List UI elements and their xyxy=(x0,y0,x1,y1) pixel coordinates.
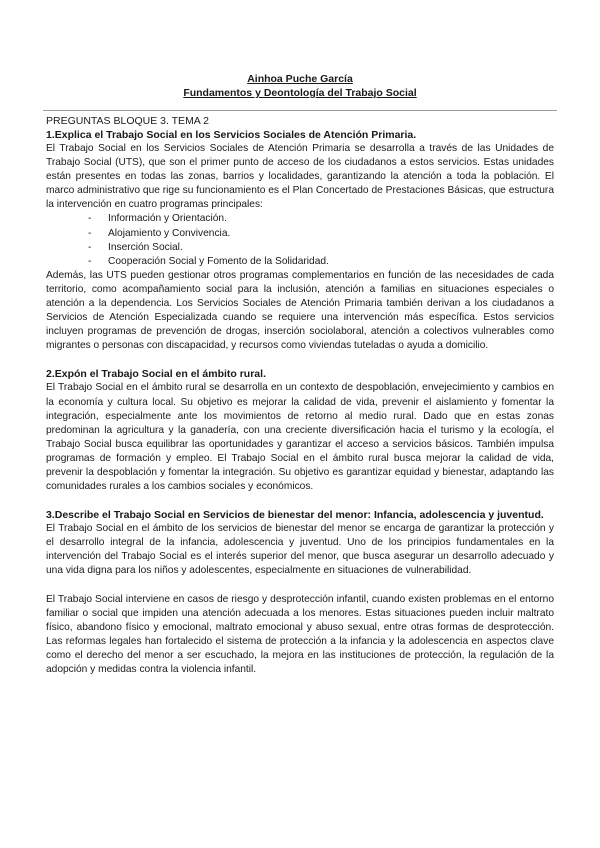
author-name: Ainhoa Puche García xyxy=(247,73,353,85)
programs-list xyxy=(46,212,554,268)
question-1-paragraph-2: Además, las UTS pueden gestionar otros programas complementarios en función de las necesidades de cada territorio, como acompañamiento social para la inclusión, atención a familias en situaciones especiales o atención a la dependencia. Los Servicios Sociales de Atención Primaria también derivan a los ciudadanos a Servicios de Atención Especializada cuando se requiere una intervención más específica. Estos servicios incluyen programas de prevención de drogas, inserción sociolaboral, atención a colectivos vulnerables como migrantes o personas con discapacidad, y recursos como viviendas tuteladas o ayuda a domicilio. xyxy=(46,269,554,352)
list-item: - Alojamiento y Convivencia. xyxy=(88,227,554,241)
question-3 xyxy=(46,508,554,677)
question-1-paragraph-1: El Trabajo Social en los Servicios Sociales de Atención Primaria se desarrolla a través de las Unidades de Trabajo Social (UTS), que son el primer punto de acceso de los ciudadanos a estos servicios. Estas unidades están presentes en todas las zonas, barrios y localidades, garantizando la atención a toda la población. El marco administrativo que rige su funcionamiento es el Plan Concertado de Prestaciones Básicas, que estructura la intervención en cuatro programas principales: xyxy=(46,143,554,211)
list-item: - Cooperación Social y Fomento de la Solidaridad. xyxy=(88,255,554,269)
list-item: - Información y Orientación. xyxy=(88,212,554,226)
question-3-paragraph-2: El Trabajo Social interviene en casos de riesgo y desprotección infantil, cuando existen problemas en el entorno familiar o social que impiden una atención adecuada a los menores. Estas situaciones pueden incluir maltrato físico, abandono físico y emocional, maltrato emocional y abuso sexual, entre otras formas de desprotección. Las reformas legales han fortalecido el sistema de protección a la infancia y la adolescencia en aspectos clave como el derecho del menor a ser escuchado, la mejora en las instituciones de protección, la regulación de la adopción y medidas contra la violencia infantil. xyxy=(46,593,554,675)
question-2 xyxy=(46,367,554,494)
document-header xyxy=(46,0,554,100)
question-1-title: 1.Explica el Trabajo Social en los Servicios Sociales de Atención Primaria. xyxy=(46,129,417,141)
list-item: - Inserción Social. xyxy=(88,241,554,255)
question-1 xyxy=(46,128,554,353)
header-divider xyxy=(43,110,557,111)
question-3-paragraph-1: El Trabajo Social en el ámbito de los servicios de bienestar del menor se encarga de garantizar la protección y el desarrollo integral de la infancia, adolescencia y juventud. Uno de los principios fundamentales en la intervención del Trabajo Social es el interés superior del menor, que busca asegurar un desarrollo adecuado y una vida digna para los niños y adolescentes, especialmente en situaciones de vulnerabilidad. xyxy=(46,523,554,577)
question-3-title: 3.Describe el Trabajo Social en Servicios de bienestar del menor: Infancia, adolescencia y juventud. xyxy=(46,509,544,522)
block-title: PREGUNTAS BLOQUE 3. TEMA 2 xyxy=(46,115,209,127)
subject-title: Fundamentos y Deontología del Trabajo Social xyxy=(183,87,417,99)
question-2-paragraph-1: El Trabajo Social en el ámbito rural se desarrolla en un contexto de despoblación, envejecimiento y cambios en la economía y cultura local. Su objetivo es mejorar la calidad de vida, prevenir el aislamiento y fomentar la integración, especialmente ante los movimientos de retorno al medio rural. Dado que en estas zonas predominan la agricultura y la ganadería, con una creciente diversificación hacia el turismo y la ecología, el Trabajo Social busca equilibrar las oportunidades y garantizar el acceso a servicios básicos. También impulsa programas de formación y empleo. El Trabajo Social en el ámbito rural busca mejorar la calidad de vida, prevenir la despoblación y fomentar la integración. Su objetivo es garantizar equidad y bienestar, adaptando las comunidades rurales a los cambios sociales y económicos. xyxy=(46,382,554,493)
question-2-title: 2.Expón el Trabajo Social en el ámbito rural. xyxy=(46,368,266,381)
